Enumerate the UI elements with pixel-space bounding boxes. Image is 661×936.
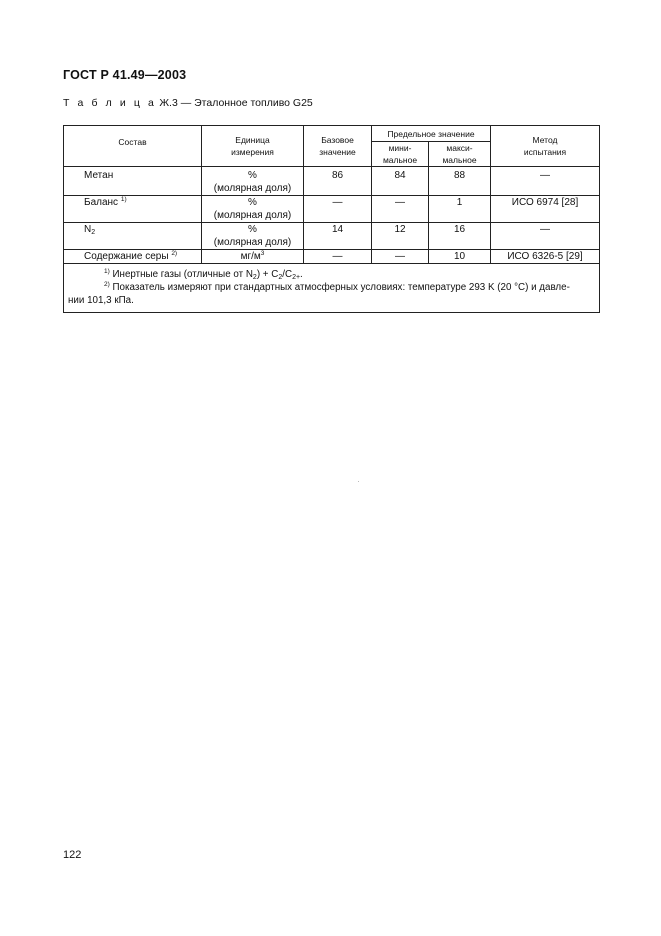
table-caption — [63, 97, 313, 109]
row-name: $N_2$ — [64, 223, 202, 250]
row-unit: % (молярная доля) — [202, 223, 304, 250]
footnote-2-continued: нии 101,3 кПа. — [68, 295, 134, 306]
row-min: — — [372, 196, 429, 223]
row-name: Содержание серы $^{2)}$ — [64, 250, 202, 264]
header-min: мини-мальное — [372, 142, 429, 167]
header-base: Базовое значение — [304, 126, 372, 167]
header-limit: Предельное значение — [372, 126, 491, 142]
row-max: 10 — [429, 250, 491, 264]
table-row — [64, 167, 600, 196]
row-unit: % (молярная доля) — [202, 167, 304, 196]
page-number: 122 — [63, 849, 82, 861]
footnote-1: $^{1)}$ Инертные газы (отличные от $N_2) + C_2/C_{2+}$. — [104, 268, 303, 281]
header-method: Метод испытания — [491, 126, 600, 167]
header-unit: Единица измерения — [202, 126, 304, 167]
header-composition: Состав — [64, 126, 202, 167]
caption-title: Ж.3 — Эталонное топливо G25 — [159, 97, 313, 109]
row-base: 14 — [304, 223, 372, 250]
row-base: — — [304, 196, 372, 223]
row-method: — — [491, 223, 600, 250]
row-unit: $мг/м^3$ — [202, 250, 304, 264]
row-min: 12 — [372, 223, 429, 250]
row-name: Баланс $^{1)}$ — [64, 196, 202, 223]
row-base: — — [304, 250, 372, 264]
row-unit: % (молярная доля) — [202, 196, 304, 223]
reference-fuel-table — [63, 125, 600, 313]
header-row — [64, 126, 600, 142]
row-max: 16 — [429, 223, 491, 250]
row-max: 88 — [429, 167, 491, 196]
header-max: макси-мальное — [429, 142, 491, 167]
row-min: 84 — [372, 167, 429, 196]
caption-lead: Т а б л и ц а — [63, 97, 157, 109]
row-base: 86 — [304, 167, 372, 196]
footnote-ref: 2) — [171, 250, 178, 257]
scan-speck — [358, 481, 359, 482]
table-footnotes — [64, 264, 600, 313]
table-row — [64, 250, 600, 264]
table-row — [64, 196, 600, 223]
document-header: ГОСТ Р 41.49—2003 — [63, 68, 187, 82]
row-max: 1 — [429, 196, 491, 223]
row-method: ИСО 6974 [28] — [491, 196, 600, 223]
row-min: — — [372, 250, 429, 264]
row-method: ИСО 6326-5 [29] — [491, 250, 600, 264]
footnotes-row — [64, 264, 600, 313]
row-method: — — [491, 167, 600, 196]
footnote-ref: 1) — [120, 196, 127, 203]
table-row — [64, 223, 600, 250]
row-name: Метан — [64, 167, 202, 196]
footnote-2: $^{2)}$ Показатель измеряют при стандартных атмосферных условиях: температуре 293 K (20 °С) и давле- — [104, 281, 570, 293]
